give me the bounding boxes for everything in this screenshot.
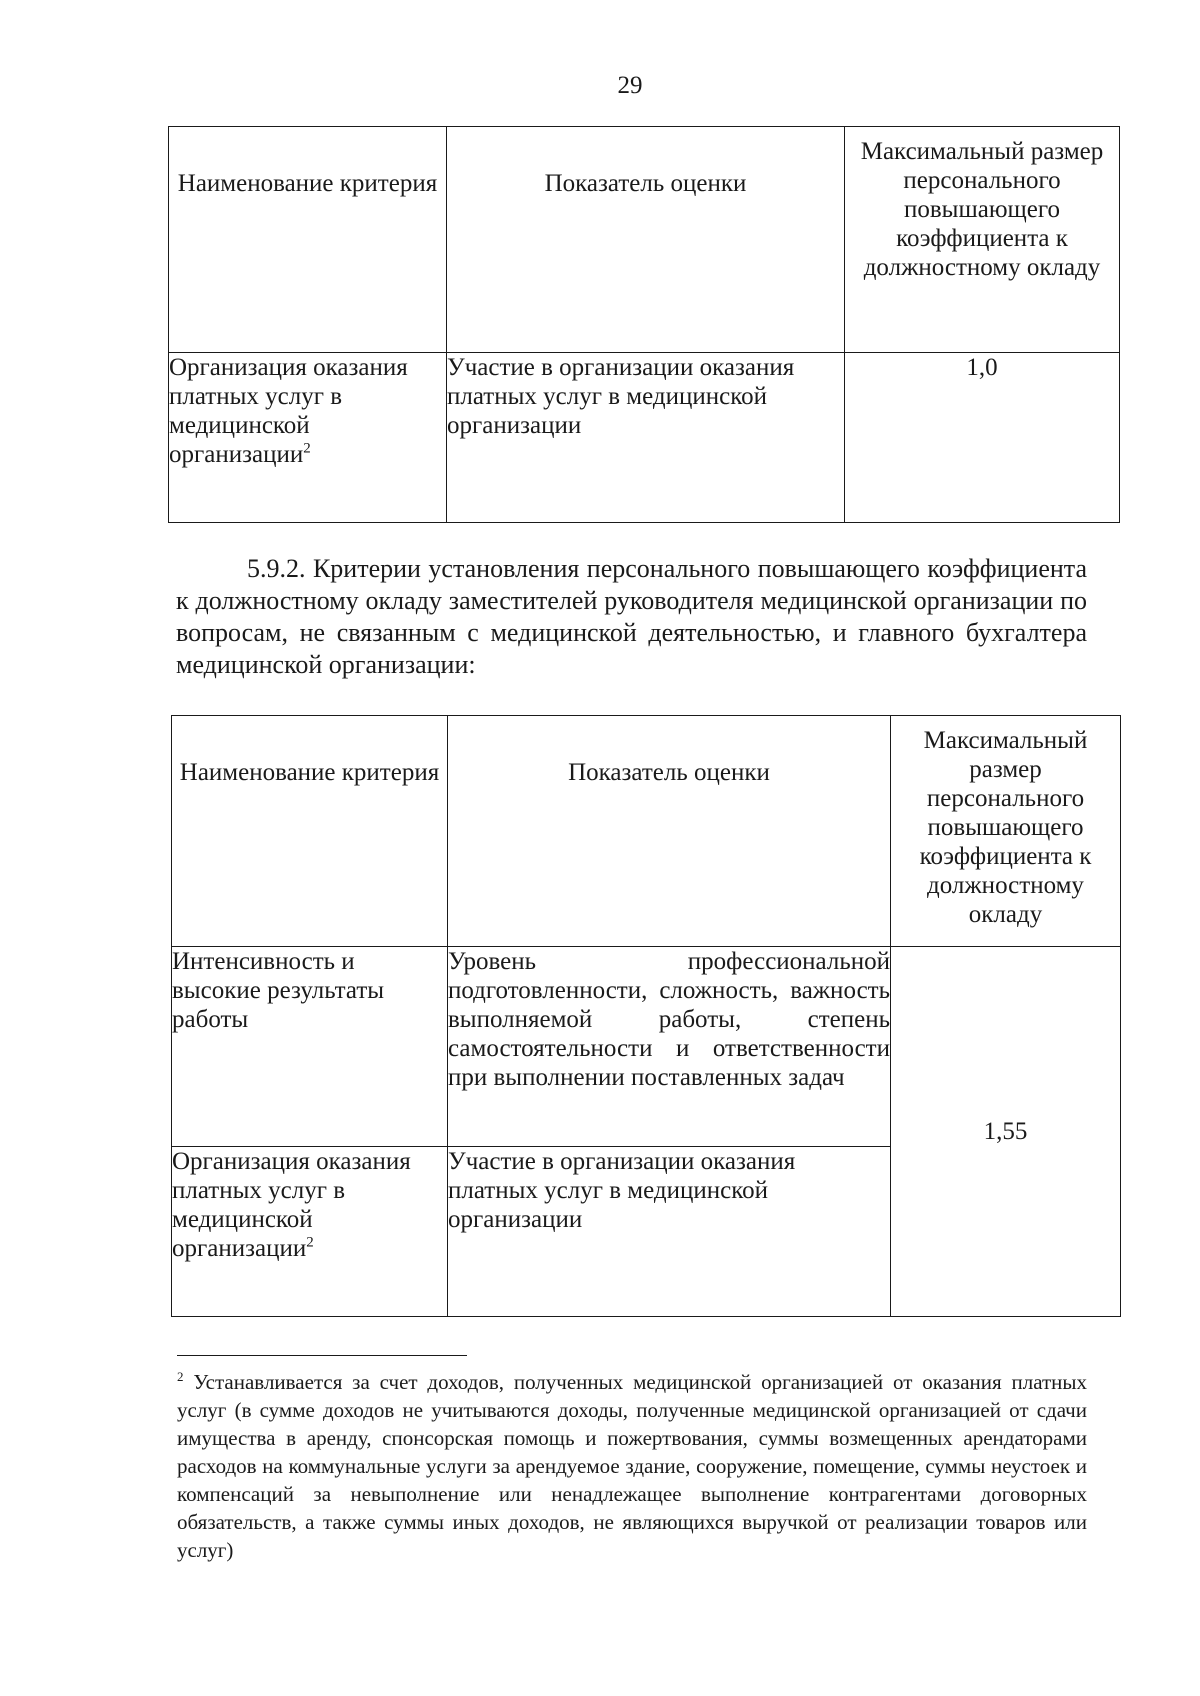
footnote-ref: 2 xyxy=(306,1234,314,1251)
indicator-cell: Участие в организации оказания платных услуг в медицинской организации xyxy=(447,353,845,523)
table-header-row xyxy=(169,127,1120,353)
criterion-cell xyxy=(172,1147,448,1317)
footnote-text: Устанавливается за счет доходов, полученных медицинской организацией от оказания платных услуг (в сумме доходов не учитываются доходы, полученные медицинской организацией от сдачи имущества в аренду, спонсорская помощь и пожертвования, суммы возмещенных арендаторами расходов на коммунальные услуги за арендуемое здание, сооружение, помещение, суммы неустоек и компенсаций за невыполнение или ненадлежащее выполнение контрагентами договорных обязательств, а также суммы иных доходов, не являющихся выручкой от реализации товаров или услуг) xyxy=(177,1370,1087,1562)
footnote-marker: 2 xyxy=(177,1369,184,1384)
criterion-cell xyxy=(169,353,447,523)
page-number: 29 xyxy=(617,72,643,99)
value-cell: 1,0 xyxy=(845,353,1120,523)
header-max-size: Максимальный размер персонального повышающего коэффициента к должностному окладу xyxy=(845,127,1120,353)
table-row xyxy=(172,947,1121,1147)
header-indicator: Показатель оценки xyxy=(448,716,891,947)
criteria-table-1 xyxy=(168,126,1120,523)
footnote-ref: 2 xyxy=(303,440,311,457)
section-paragraph: 5.9.2. Критерии установления персонального повышающего коэффициента к должностному окладу заместителей руководителя медицинской организации по вопросам, не связанным с медицинской деятельностью, и главного бухгалтера медицинской организации: xyxy=(176,554,1087,679)
header-criterion: Наименование критерия xyxy=(169,127,447,353)
criterion-text: Организация оказания платных услуг в медицинской организации xyxy=(169,354,408,468)
table-header-row xyxy=(172,716,1121,947)
merged-value-cell: 1,55 xyxy=(891,947,1121,1317)
criterion-cell: Интенсивность и высокие результаты работы xyxy=(172,947,448,1147)
criterion-text: Организация оказания платных услуг в медицинской организации xyxy=(172,1148,411,1262)
indicator-cell: Уровень профессиональной подготовленности, сложность, важность выполняемой работы, степень самостоятельности и ответственности при выполнении поставленных задач xyxy=(448,947,891,1147)
header-max-size: Максимальный размер персонального повышающего коэффициента к должностному окладу xyxy=(891,716,1121,947)
header-indicator: Показатель оценки xyxy=(447,127,845,353)
footnote-separator xyxy=(177,1355,467,1356)
header-criterion: Наименование критерия xyxy=(172,716,448,947)
footnote xyxy=(177,1368,1087,1564)
criteria-table-2 xyxy=(171,715,1121,1317)
table-row xyxy=(169,353,1120,523)
indicator-cell: Участие в организации оказания платных услуг в медицинской организации xyxy=(448,1147,891,1317)
